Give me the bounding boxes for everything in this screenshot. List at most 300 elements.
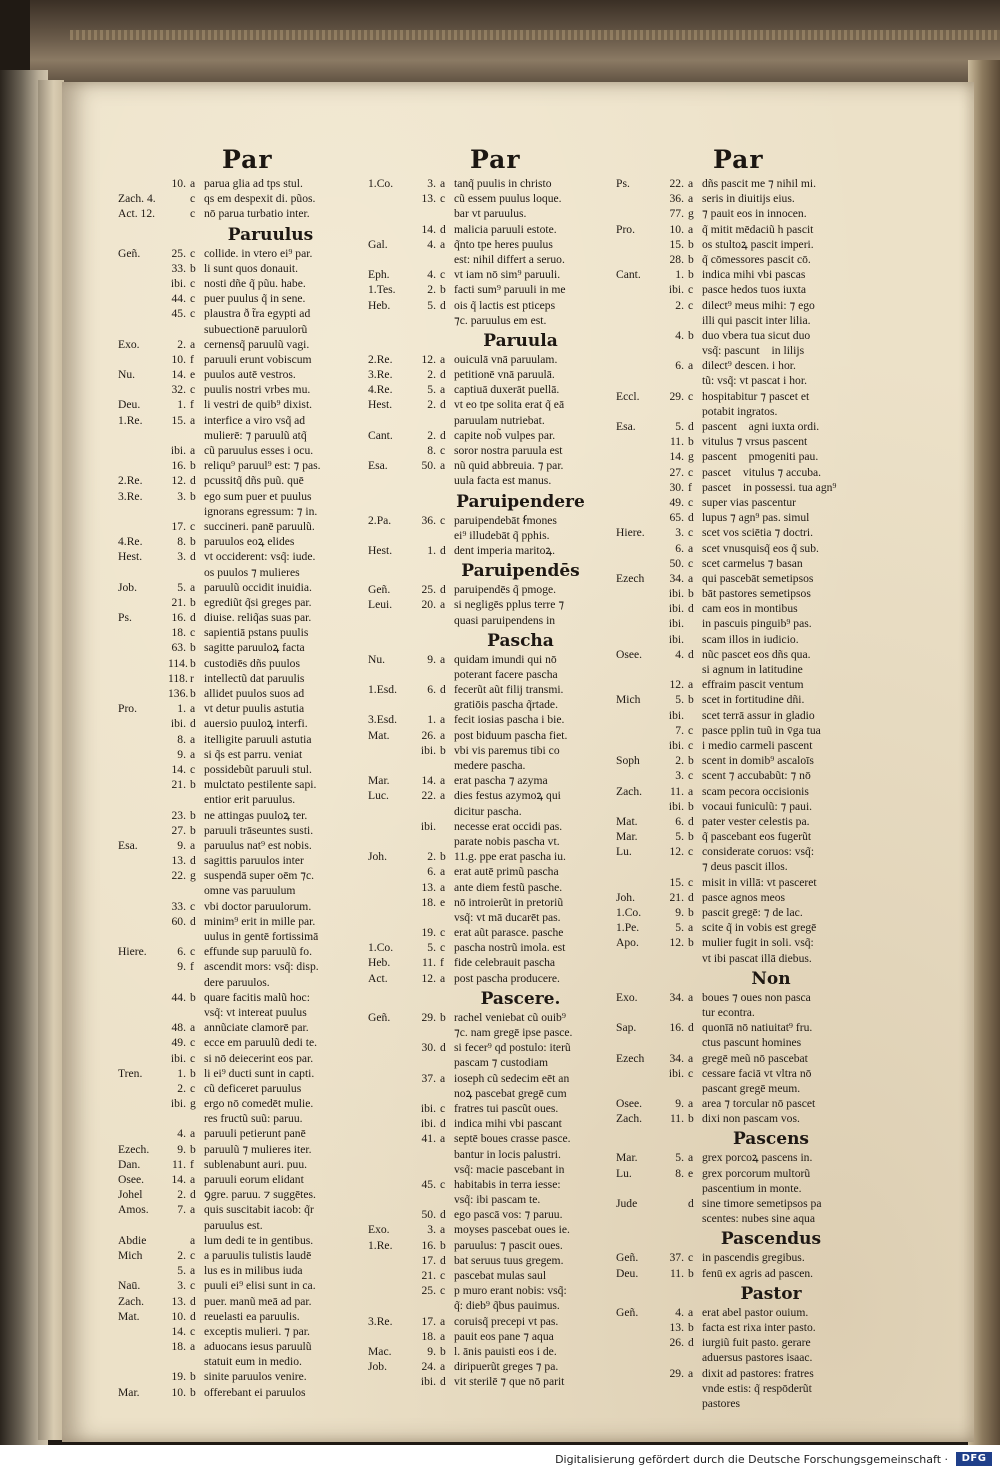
section-letter: b bbox=[190, 778, 196, 792]
chapter-number: 27. bbox=[669, 465, 684, 479]
section-letter: a bbox=[190, 1021, 196, 1035]
citation-text: q̃: dieb⁹ q̃bus pauimus. bbox=[454, 1299, 560, 1313]
citation-text: suspendā super oēm ⁊c. bbox=[204, 869, 315, 883]
concordance-column-1 bbox=[118, 176, 363, 1400]
concordance-entry bbox=[118, 322, 363, 337]
section-letter: b bbox=[688, 830, 694, 844]
citation-text: facti sum⁹ paruuli in me bbox=[454, 283, 566, 297]
chapter-number: 9. bbox=[177, 1142, 186, 1156]
section-letter: a bbox=[688, 571, 694, 585]
citation-text: dere paruulos. bbox=[204, 975, 270, 989]
concordance-entry bbox=[368, 880, 613, 895]
section-letter: r bbox=[190, 671, 194, 685]
section-letter: c bbox=[190, 292, 196, 306]
section-letter: b bbox=[688, 328, 694, 342]
concordance-entry bbox=[368, 834, 613, 849]
citation-text: pascha nostrũ imola. est bbox=[454, 941, 566, 955]
section-letter: e bbox=[440, 895, 446, 909]
citation-text: a paruulis tulistis laudē bbox=[204, 1248, 312, 1262]
concordance-entry bbox=[616, 920, 866, 935]
section-letter: b bbox=[440, 1010, 446, 1024]
concordance-entry bbox=[368, 1268, 613, 1283]
book-reference: Eph. bbox=[368, 268, 390, 282]
book-reference: Mar. bbox=[118, 1385, 140, 1399]
citation-text: gregē meũ nō pascebat bbox=[702, 1051, 808, 1065]
chapter-number: 29. bbox=[669, 389, 684, 403]
concordance-entry bbox=[368, 282, 613, 297]
concordance-entry bbox=[118, 853, 363, 868]
section-letter: b bbox=[190, 808, 196, 822]
concordance-entry bbox=[616, 647, 866, 662]
section-letter: c bbox=[440, 268, 446, 282]
book-reference: Jude bbox=[616, 1197, 638, 1210]
citation-text: fratres tui pascũt oues. bbox=[454, 1101, 559, 1115]
citation-text: custodiēs dñs puulos bbox=[204, 656, 300, 670]
chapter-number: 14. bbox=[171, 1324, 186, 1338]
chapter-number: 4. bbox=[427, 237, 436, 251]
concordance-entry bbox=[118, 291, 363, 306]
concordance-entry bbox=[368, 864, 613, 879]
concordance-entry bbox=[118, 747, 363, 762]
section-letter: b bbox=[688, 936, 694, 950]
section-letter: a bbox=[190, 838, 196, 852]
section-letter: a bbox=[440, 237, 446, 251]
concordance-entry bbox=[616, 1035, 866, 1050]
citation-text: necesse erat occidi pas. bbox=[454, 819, 563, 833]
concordance-entry bbox=[368, 1147, 613, 1162]
book-reference: 1.Tes. bbox=[368, 283, 396, 297]
concordance-entry bbox=[118, 1066, 363, 1081]
book-reference: Johel bbox=[118, 1188, 143, 1202]
chapter-number: 45. bbox=[171, 307, 186, 321]
citation-text: nosti dñe q̃ pũu. habe. bbox=[204, 276, 306, 290]
concordance-entry bbox=[118, 1385, 363, 1400]
concordance-entry bbox=[368, 1055, 613, 1070]
section-letter: b bbox=[688, 693, 694, 707]
chapter-number: 5. bbox=[675, 1151, 684, 1165]
chapter-number: 29. bbox=[421, 1010, 436, 1024]
concordance-entry bbox=[616, 267, 866, 282]
chapter-number: ibi. bbox=[668, 799, 684, 813]
chapter-number: 9. bbox=[675, 1097, 684, 1111]
concordance-entry bbox=[118, 595, 363, 610]
citation-text: scent ⁊ accubabũt: ⁊ nō bbox=[702, 769, 811, 783]
citation-text: ante diem festũ pasche. bbox=[454, 880, 563, 894]
citation-text: effraim pascit ventum bbox=[702, 678, 804, 692]
concordance-entry bbox=[616, 875, 866, 890]
section-letter: a bbox=[190, 732, 196, 746]
section-letter: b bbox=[688, 587, 694, 601]
concordance-entry bbox=[368, 1131, 613, 1146]
book-reference: Job. bbox=[118, 580, 138, 594]
concordance-entry bbox=[118, 1339, 363, 1354]
concordance-entry bbox=[368, 597, 613, 612]
concordance-entry bbox=[616, 358, 866, 373]
citation-text: os stultoꝝ pascit imperi. bbox=[702, 237, 814, 251]
citation-text: post pascha producere. bbox=[454, 971, 560, 985]
citation-text: nō parua turbatio inter. bbox=[204, 207, 310, 221]
citation-text: qs em despexit di. pũos. bbox=[204, 192, 316, 206]
citation-text: vbi doctor paruulorum. bbox=[204, 899, 312, 913]
book-reference: Hiere. bbox=[118, 945, 147, 959]
concordance-entry bbox=[118, 1263, 363, 1278]
chapter-number: ibi. bbox=[170, 444, 186, 457]
concordance-entry bbox=[368, 513, 613, 528]
section-letter: c bbox=[688, 723, 694, 737]
chapter-number: 17. bbox=[421, 1253, 436, 1267]
citation-text: pascet᷑ in possessi. tua agn⁹ bbox=[702, 480, 837, 494]
concordance-entry bbox=[118, 1111, 363, 1126]
section-letter: c bbox=[440, 1284, 446, 1298]
concordance-entry bbox=[368, 971, 613, 986]
book-top-edge bbox=[30, 0, 1000, 86]
citation-text: pascentium in monte. bbox=[702, 1181, 802, 1195]
chapter-number: 19. bbox=[421, 926, 436, 940]
citation-text: paruulũ ⁊ mulieres iter. bbox=[204, 1142, 312, 1156]
section-letter: d bbox=[440, 1208, 446, 1222]
book-reference: Hest. bbox=[368, 398, 393, 412]
citation-text: erat aũt parasce. pasche bbox=[454, 926, 564, 940]
section-letter: b bbox=[190, 489, 196, 503]
citation-text: potabit ingratos. bbox=[702, 404, 778, 418]
concordance-entry bbox=[616, 768, 866, 783]
section-letter: a bbox=[190, 1203, 196, 1217]
chapter-number: 1. bbox=[675, 268, 684, 282]
chapter-number: 18. bbox=[421, 1329, 436, 1343]
section-letter: c bbox=[190, 899, 196, 913]
chapter-number: 7. bbox=[177, 1203, 186, 1217]
citation-text: rachel veniebat cũ ouib⁹ bbox=[454, 1010, 566, 1024]
chapter-number: 10. bbox=[171, 352, 186, 366]
section-letter: a bbox=[688, 1051, 694, 1065]
concordance-entry bbox=[368, 1344, 613, 1359]
section-letter: a bbox=[190, 1233, 196, 1247]
citation-text: mulier fugit in soli. vsq̃: bbox=[702, 936, 814, 950]
concordance-entry bbox=[118, 1202, 363, 1217]
book-reference: Nu. bbox=[118, 368, 136, 382]
chapter-number: 3. bbox=[427, 177, 436, 190]
section-letter: d bbox=[440, 543, 446, 557]
citation-text: nũc pascet eos dñs qua. bbox=[702, 647, 811, 661]
citation-text: indica mihi vbi pascas bbox=[702, 268, 806, 282]
section-letter: d bbox=[440, 428, 446, 442]
citation-text: vt occiderent: vsq̃: iude. bbox=[204, 550, 316, 564]
concordance-entry bbox=[368, 428, 613, 443]
citation-text: paruulam nutriebat. bbox=[454, 413, 545, 427]
citation-text: subuectionē paruulorũ bbox=[204, 322, 308, 336]
chapter-number: 22. bbox=[669, 177, 684, 190]
citation-text: li vestri de quib⁹ dixist. bbox=[204, 398, 313, 412]
section-letter: b bbox=[190, 459, 196, 473]
citation-text: ioseph cũ sedecim eēt an bbox=[454, 1071, 570, 1085]
section-letter: g bbox=[190, 1097, 196, 1111]
citation-text: pasce pplin tuũ in v̄ga tua bbox=[702, 723, 821, 737]
section-letter: a bbox=[440, 459, 446, 473]
chapter-number: ibi. bbox=[170, 1097, 186, 1111]
concordance-entry bbox=[118, 519, 363, 534]
concordance-entry bbox=[368, 367, 613, 382]
concordance-entry bbox=[616, 586, 866, 601]
citation-text: hospitabitur ⁊ pascet et bbox=[702, 389, 810, 403]
chapter-number: 2. bbox=[177, 337, 186, 351]
section-letter: c bbox=[688, 1066, 694, 1080]
concordance-entry bbox=[368, 1314, 613, 1329]
book-reference: Sap. bbox=[616, 1021, 637, 1035]
chapter-number: 25. bbox=[171, 246, 186, 260]
citation-text: pascent᷑ pmogeniti pau. bbox=[702, 450, 819, 464]
citation-text: dilect⁹ meus mihi: ⁊ ego bbox=[702, 298, 815, 312]
section-letter: a bbox=[440, 598, 446, 612]
citation-text: ne attingas puuloꝝ ter. bbox=[204, 808, 308, 822]
concordance-entry bbox=[616, 677, 866, 692]
concordance-entry bbox=[118, 762, 363, 777]
chapter-number: 12. bbox=[669, 936, 684, 950]
citation-text: l. ānis pauisti eos i de. bbox=[454, 1344, 557, 1358]
book-reference: 3.Re. bbox=[368, 1314, 393, 1328]
chapter-number: 3. bbox=[675, 769, 684, 783]
book-reference: Ezech. bbox=[118, 1142, 150, 1156]
book-reference: Apo. bbox=[616, 936, 639, 950]
concordance-entry bbox=[368, 1207, 613, 1222]
concordance-entry bbox=[118, 1233, 363, 1248]
citation-text: aduersus pastores isaac. bbox=[702, 1351, 813, 1365]
concordance-entry bbox=[118, 306, 363, 321]
section-letter: b bbox=[190, 1370, 196, 1384]
concordance-entry bbox=[616, 480, 866, 495]
chapter-number: 50. bbox=[421, 459, 436, 473]
concordance-entry bbox=[368, 382, 613, 397]
citation-text: facta est rixa inter pasto. bbox=[702, 1320, 816, 1334]
concordance-entry bbox=[368, 667, 613, 682]
concordance-entry bbox=[118, 413, 363, 428]
citation-text: misit in villā: vt pasceret bbox=[702, 875, 817, 889]
citation-text: 11.g. ppe erat pascha iu. bbox=[454, 850, 566, 864]
citation-text: ⁊ deus pascit illos. bbox=[702, 860, 788, 874]
concordance-entry bbox=[118, 990, 363, 1005]
book-reference: Mat. bbox=[368, 728, 390, 742]
concordance-entry bbox=[616, 1111, 866, 1126]
citation-text: in pascuis pinguib⁹ pas. bbox=[702, 617, 812, 631]
concordance-entry bbox=[368, 1192, 613, 1207]
concordance-entry bbox=[118, 504, 363, 519]
chapter-number: 2. bbox=[177, 1081, 186, 1095]
concordance-entry bbox=[118, 975, 363, 990]
citation-text: nō introierũt in pretoriũ bbox=[454, 895, 564, 909]
book-reference: Hest. bbox=[118, 550, 143, 564]
chapter-number: 7. bbox=[675, 723, 684, 737]
section-letter: c bbox=[190, 945, 196, 959]
concordance-entry bbox=[616, 1096, 866, 1111]
concordance-entry bbox=[368, 582, 613, 597]
concordance-entry bbox=[118, 1278, 363, 1293]
concordance-entry bbox=[616, 1266, 866, 1281]
chapter-number: 9. bbox=[675, 906, 684, 919]
running-header-col2: Par bbox=[470, 145, 521, 174]
concordance-entry bbox=[368, 849, 613, 864]
chapter-number: 30. bbox=[669, 480, 684, 494]
concordance-entry bbox=[368, 1116, 613, 1131]
citation-text: considerate coruos: vsq̃: bbox=[702, 845, 815, 859]
chapter-number: 49. bbox=[669, 495, 684, 509]
section-letter: b bbox=[688, 252, 694, 266]
concordance-entry bbox=[368, 1086, 613, 1101]
section-letter: b bbox=[190, 261, 196, 275]
chapter-number: 5. bbox=[675, 693, 684, 707]
concordance-entry bbox=[118, 1294, 363, 1309]
chapter-number: 1. bbox=[177, 1066, 186, 1080]
citation-text: nũ quid abbreuia. ⁊ par. bbox=[454, 459, 564, 473]
chapter-number: 15. bbox=[669, 875, 684, 889]
book-reference: 2.Re. bbox=[118, 474, 143, 488]
citation-text: entior erit paruulus. bbox=[204, 793, 296, 807]
concordance-entry bbox=[616, 1005, 866, 1020]
book-reference: Soph bbox=[616, 754, 640, 768]
citation-text: vsq̃: pascunt᷑ in lilijs bbox=[702, 344, 805, 358]
section-letter: a bbox=[688, 192, 694, 206]
concordance-entry bbox=[368, 1040, 613, 1055]
chapter-number: 48. bbox=[171, 1021, 186, 1035]
concordance-entry bbox=[616, 601, 866, 616]
book-reference: 1.Re. bbox=[118, 413, 143, 427]
citation-text: puuli ei⁹ elisi sunt in ca. bbox=[204, 1279, 316, 1293]
concordance-entry bbox=[616, 373, 866, 388]
concordance-entry bbox=[616, 1051, 866, 1066]
book-reference: 4.Re. bbox=[368, 383, 393, 397]
concordance-entry bbox=[118, 686, 363, 701]
concordance-entry bbox=[118, 823, 363, 838]
book-reference: Abdie bbox=[118, 1233, 147, 1247]
concordance-entry bbox=[118, 1035, 363, 1050]
citation-text: ois q̃ lactis est pticeps bbox=[454, 298, 556, 312]
chapter-number: 136. bbox=[168, 687, 189, 700]
section-letter: b bbox=[688, 799, 694, 813]
chapter-number: 6. bbox=[427, 683, 436, 697]
concordance-entry bbox=[616, 1181, 866, 1196]
chapter-number: 1. bbox=[177, 702, 186, 716]
citation-text: auersio puuloꝝ interfi. bbox=[204, 717, 308, 731]
citation-text: puulos autē vestros. bbox=[204, 368, 296, 382]
section-letter: b bbox=[440, 283, 446, 297]
chapter-number: 60. bbox=[171, 914, 186, 928]
concordance-entry bbox=[616, 935, 866, 950]
citation-text: mulierē: ⁊ paruulũ atq̃ bbox=[204, 428, 307, 442]
citation-text: scet vnusquisq̃ eos q̃ sub. bbox=[702, 541, 819, 555]
citation-text: ignorans egressum: ⁊ in. bbox=[204, 504, 318, 518]
citation-text: vsq̃: vt intereat puulus bbox=[204, 1005, 307, 1019]
chapter-number: 6. bbox=[675, 359, 684, 373]
concordance-entry bbox=[368, 176, 613, 191]
section-letter: a bbox=[688, 541, 694, 555]
chapter-number: ibi. bbox=[668, 632, 684, 646]
chapter-number: ibi. bbox=[420, 743, 436, 757]
citation-text: si agnum in latitudine bbox=[702, 663, 803, 676]
book-reference: Osee. bbox=[616, 1097, 643, 1111]
section-letter: c bbox=[190, 1324, 196, 1338]
chapter-number: 33. bbox=[171, 899, 186, 913]
lemma-heading: Paruipendere bbox=[456, 491, 585, 512]
section-letter: c bbox=[688, 769, 694, 783]
book-reference: Job. bbox=[368, 1360, 388, 1374]
concordance-column-2 bbox=[368, 176, 613, 1390]
section-letter: a bbox=[440, 652, 446, 666]
concordance-entry bbox=[368, 1329, 613, 1344]
concordance-entry bbox=[368, 352, 613, 367]
concordance-entry bbox=[616, 738, 866, 753]
citation-text: interfice a viro vsq̃ ad bbox=[204, 413, 306, 427]
book-reference: Zach. bbox=[616, 784, 643, 798]
book-reference: Zach. bbox=[616, 1112, 643, 1126]
citation-text: dixit ad pastores: fratres bbox=[702, 1366, 814, 1380]
chapter-number: 4. bbox=[177, 1127, 186, 1141]
section-letter: c bbox=[190, 207, 196, 221]
citation-text: scent in domib⁹ ascaloīs bbox=[702, 754, 814, 768]
concordance-entry bbox=[118, 261, 363, 276]
citation-text: sagitte paruuloꝝ facta bbox=[204, 641, 305, 655]
concordance-entry bbox=[368, 697, 613, 712]
section-letter: d bbox=[440, 1253, 446, 1267]
chapter-number: 11. bbox=[669, 435, 684, 449]
chapter-number: 3. bbox=[675, 526, 684, 540]
citation-text: ouiculā vnā paruulam. bbox=[454, 352, 558, 366]
citation-text: bāt pastores semetipsos bbox=[702, 587, 811, 601]
concordance-entry bbox=[368, 222, 613, 237]
concordance-entry bbox=[368, 743, 613, 758]
book-reference: Lu. bbox=[616, 845, 632, 859]
citation-text: vit sterilē ⁊ que nō parit bbox=[454, 1375, 565, 1389]
concordance-entry bbox=[616, 1150, 866, 1165]
concordance-entry bbox=[368, 1010, 613, 1025]
citation-text: puer. manũ meā ad par. bbox=[204, 1294, 312, 1308]
lemma-heading: Paruulus bbox=[227, 224, 314, 245]
concordance-entry bbox=[118, 428, 363, 443]
chapter-number: 34. bbox=[669, 1051, 684, 1065]
chapter-number: 2. bbox=[427, 398, 436, 412]
chapter-number: 2. bbox=[177, 1188, 186, 1202]
concordance-entry bbox=[118, 206, 363, 221]
chapter-number: 10. bbox=[171, 1309, 186, 1323]
section-letter: d bbox=[190, 1188, 196, 1202]
section-letter: a bbox=[688, 990, 694, 1004]
section-letter: a bbox=[190, 177, 196, 190]
citation-text: pasce agnos meos bbox=[702, 890, 786, 904]
concordance-entry bbox=[616, 890, 866, 905]
citation-text: os puulos ⁊ mulieres bbox=[204, 565, 300, 579]
citation-text: ego pascā vos: ⁊ paruu. bbox=[454, 1208, 563, 1222]
section-letter: d bbox=[688, 420, 694, 433]
concordance-entry bbox=[118, 443, 363, 458]
concordance-entry bbox=[616, 328, 866, 343]
book-reference: 1.Re. bbox=[368, 1238, 393, 1252]
citation-text: si q̃s est parru. veniat bbox=[204, 747, 303, 761]
chapter-number: 19. bbox=[171, 1370, 186, 1384]
section-letter: d bbox=[688, 511, 694, 525]
concordance-entry bbox=[118, 868, 363, 883]
chapter-number: 5. bbox=[177, 580, 186, 594]
chapter-number: 15. bbox=[171, 413, 186, 427]
chapter-number: 4. bbox=[675, 1305, 684, 1319]
concordance-entry bbox=[368, 443, 613, 458]
citation-text: paruuli trāseuntes susti. bbox=[204, 823, 314, 837]
section-letter: b bbox=[190, 1142, 196, 1156]
section-letter: a bbox=[688, 359, 694, 373]
chapter-number: 12. bbox=[669, 678, 684, 692]
chapter-number: 22. bbox=[171, 869, 186, 883]
concordance-entry bbox=[616, 1066, 866, 1081]
running-header-col3: Par bbox=[713, 145, 764, 174]
chapter-number: 14. bbox=[171, 368, 186, 382]
citation-text: vt detur puulis astutia bbox=[204, 702, 305, 716]
section-letter: g bbox=[688, 207, 694, 221]
